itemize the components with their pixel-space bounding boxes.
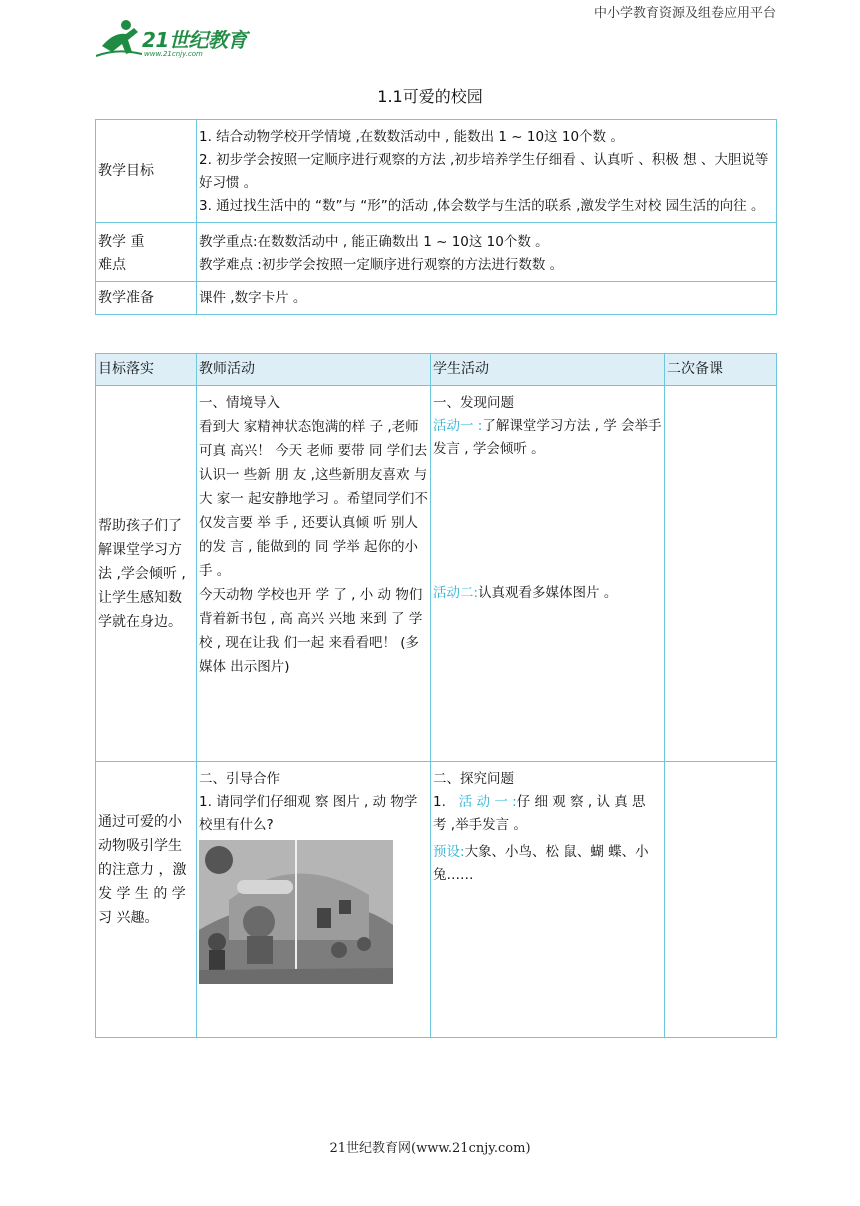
info-table [95,119,777,315]
activity-one-text: 仔 细 观 察 , 认 真 思 考 ,举手发言 。 [433,794,646,833]
header-review: 二次备课 [665,354,777,386]
row2-teacher-p1: 1. 请同学们仔细观 察 图片 , 动 物学校里有什么? [199,794,418,833]
row1-teacher-p2: 今天动物 学校也开 学 了 , 小 动 物们背着新书包 , 高 高兴 兴地 来到 了 学校 , 现在让我 们一起 来看看吧！ (多媒体 出示图片) [199,587,423,675]
prep-row [96,282,777,315]
activity-row-1 [96,386,777,762]
goal-row [96,120,777,223]
platform-name: 中小学教育资源及组卷应用平台 [593,6,776,21]
key-label: 教学 重 难点 [96,223,197,282]
logo-text: 21世纪教育 [142,28,247,52]
row2-teacher [197,762,431,1038]
row2-student-preset [433,841,662,887]
key-row [96,223,777,282]
row1-student [431,386,665,762]
goal-line: 3. 通过找生活中的 “数”与 “形”的活动 ,体会数学与生活的联系 ,激发学生对校 园生活的向往 。 [199,198,765,214]
prep-content: 课件 ,数字卡片 。 [197,282,777,315]
goal-line: 1. 结合动物学校开学情境 ,在数数活动中 , 能数出 1 ~ 10这 10个数 。 [199,129,624,145]
row2-student [431,762,665,1038]
row1-goal: 帮助孩子们了解课堂学习方法 ,学会倾听 ,让学生感知数学就在身边。 [96,386,197,762]
header-student: 学生活动 [431,354,665,386]
page-title: 1.1可爱的校园 [377,87,483,106]
logo-url: www.21cnjy.com [144,50,203,58]
row1-student-act2 [433,582,662,605]
key-content [197,223,777,282]
header-goal: 目标落实 [96,354,197,386]
row2-student-title: 二、探究问题 [433,771,514,787]
row1-teacher [197,386,431,762]
activity-header-row [96,354,777,386]
goal-content [197,120,777,223]
row2-student-act [433,791,662,837]
row2-review [665,762,777,1038]
goal-label: 教学目标 [96,120,197,223]
activity-one-label: 活 动 一 : [458,794,517,810]
runner-logo-icon [96,18,142,60]
activity-row-2 [96,762,777,1038]
activity-table [95,353,777,1038]
activity-number: 1. [433,794,446,810]
page-footer: 21世纪教育网(www.21cnjy.com) [329,1141,531,1156]
key-line: 教学重点:在数数活动中 , 能正确数出 1 ~ 10这 10个数 。 [199,234,549,250]
row1-student-act1 [433,415,662,461]
row2-goal: 通过可爱的小动物吸引学生的注意力 ，激 发 学 生 的 学 习 兴趣。 [96,762,197,1038]
preset-text: 大象、小鸟、松 鼠、蝴 蝶、小兔…… [433,844,649,883]
row1-teacher-title: 一、情境导入 [199,395,280,411]
prep-label: 教学准备 [96,282,197,315]
activity-one-label: 活动一 : [433,418,483,434]
activity-two-text: 认真观看多媒体图片 。 [478,585,618,601]
row1-review [665,386,777,762]
row1-teacher-p1: 看到大 家精神状态饱满的样 子 ,老师可真 高兴！ 今天 老师 要带 同 学们去认识一 些新 朋 友 ,这些新朋友喜欢 与大 家一 起安静地学习 。希望同学们不 仅发言要 举 手 , 还要认真倾 听 别人的发 言 , 能做到的 同 学举 起你的小 手 。 [199,419,428,579]
activity-two-label: 活动二: [433,585,479,601]
animal-school-picture [199,840,393,984]
row2-teacher-title: 二、引导合作 [199,771,280,787]
activity-one-text: 了解课堂学习方法 , 学 会举手发言 , 学会倾听 。 [433,418,662,457]
site-logo [96,18,256,62]
header-teacher: 教师活动 [197,354,431,386]
key-line: 教学难点 :初步学会按照一定顺序进行观察的方法进行数数 。 [199,257,564,273]
goal-line: 2. 初步学会按照一定顺序进行观察的方法 ,初步培养学生仔细看 、认真听 、积极 想 、大胆说等好习惯 。 [199,152,769,191]
preset-label: 预设: [433,844,465,860]
row1-student-title: 一、发现问题 [433,395,514,411]
animal-school-image [199,840,393,984]
